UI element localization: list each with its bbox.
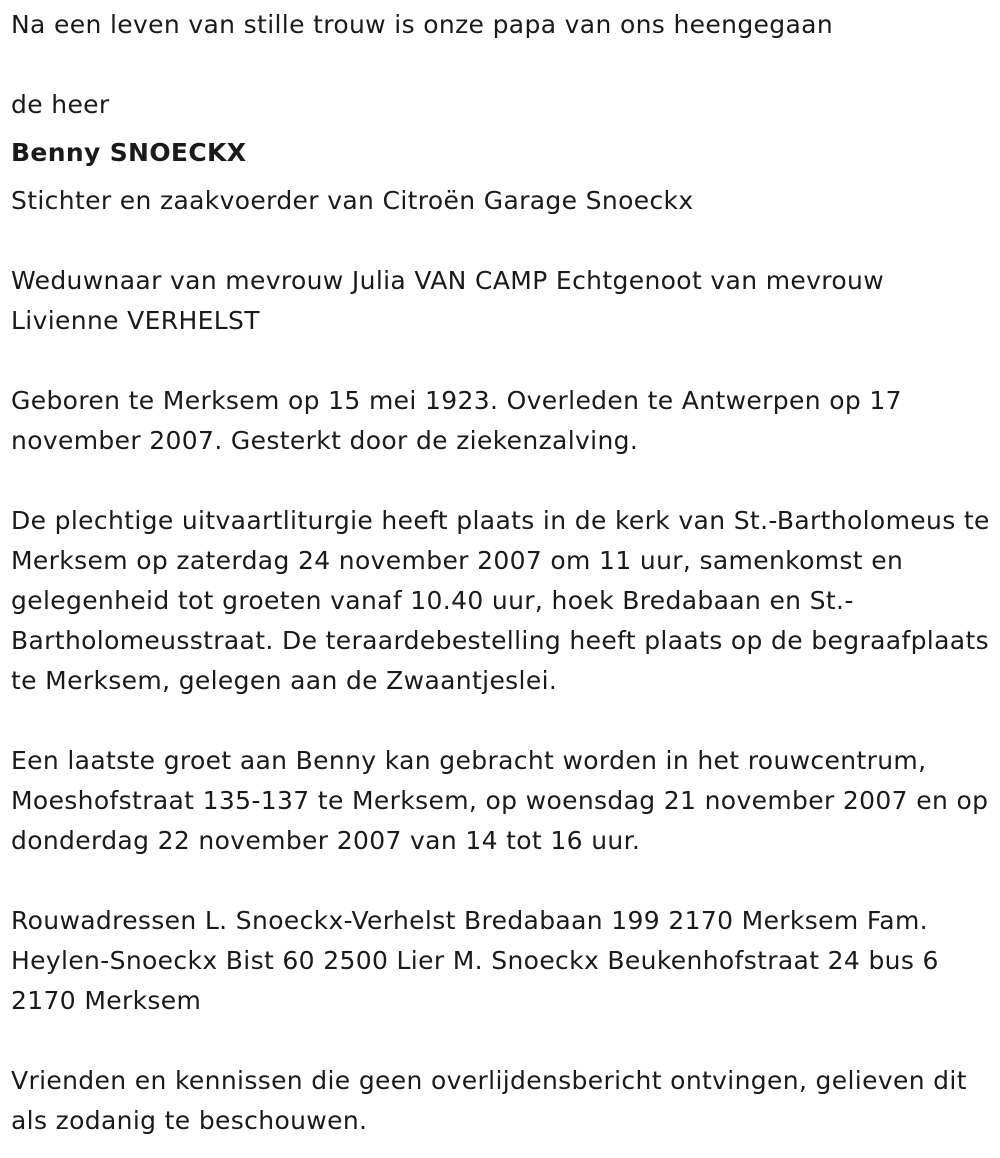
marital-status-paragraph: Weduwnaar van mevrouw Julia VAN CAMP Echtgenoot van mevrouw Livienne VERHELST bbox=[11, 266, 885, 335]
mourning-addresses-paragraph: Rouwadressen L. Snoeckx-Verhelst Bredabaan 199 2170 Merksem Fam. Heylen-Snoeckx Bist 60 2500 Lier M. Snoeckx Beukenhofstraat 24 bus 6 2170 Merksem bbox=[11, 906, 939, 1015]
viewing-paragraph: Een laatste groet aan Benny kan gebracht worden in het rouwcentrum, Moeshofstraat 135-137 te Merksem, op woensdag 21 november 2007 en op donderdag 22 november 2007 van 14 tot 16 uur. bbox=[11, 746, 989, 855]
closing-paragraph: Vrienden en kennissen die geen overlijdensbericht ontvingen, gelieven dit als zodanig te beschouwen. bbox=[11, 1066, 967, 1135]
honorific-title: de heer bbox=[11, 90, 110, 119]
deceased-name: Benny SNOECKX bbox=[11, 138, 247, 167]
birth-death-paragraph: Geboren te Merksem op 15 mei 1923. Overleden te Antwerpen op 17 november 2007. Gesterkt door de ziekenzalving. bbox=[11, 386, 902, 455]
funeral-paragraph: De plechtige uitvaartliturgie heeft plaats in de kerk van St.-Bartholomeus te Merksem op zaterdag 24 november 2007 om 11 uur, samenkomst en gelegenheid tot groeten vanaf 10.40 uur, hoek Bredabaan en St.-Bartholomeusstraat. De teraardebestelling heeft plaats op de begraafplaats te Merksem, gelegen aan de Zwaantjeslei. bbox=[11, 506, 990, 695]
deceased-role: Stichter en zaakvoerder van Citroën Garage Snoeckx bbox=[11, 186, 694, 215]
intro-text: Na een leven van stille trouw is onze papa van ons heengegaan bbox=[11, 10, 834, 39]
obituary-notice bbox=[11, 0, 996, 1141]
